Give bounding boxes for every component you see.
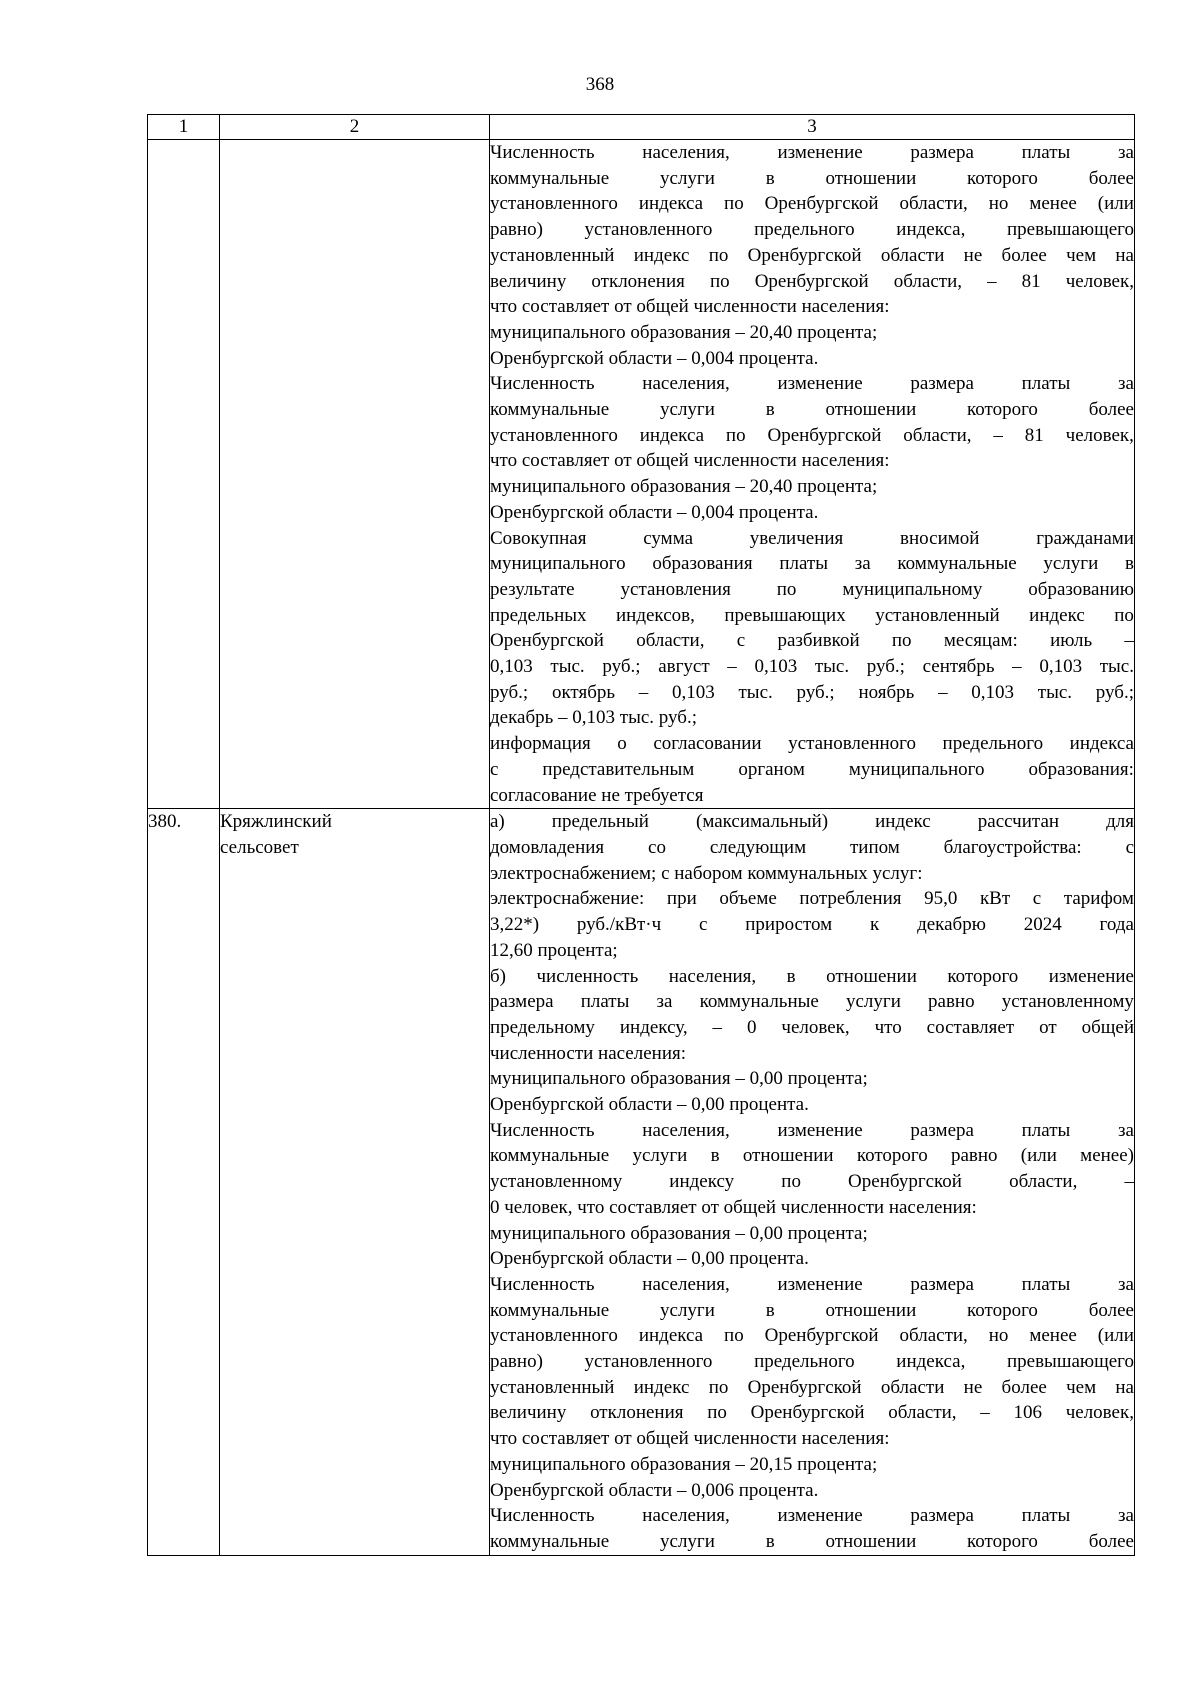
text-line: 0 человек, что составляет от общей численности населения: bbox=[490, 1196, 977, 1218]
text-line: коммунальные услуги в отношении которого более bbox=[490, 399, 1134, 421]
text-line: установленный индекс по Оренбургской области не более чем на bbox=[490, 1376, 1134, 1398]
text-line: Оренбургской области – 0,004 процента. bbox=[490, 501, 819, 523]
text-line: муниципального образования – 20,40 процента; bbox=[490, 321, 878, 343]
text-line: установленному индексу по Оренбургской области, – bbox=[490, 1171, 1134, 1193]
text-line: Оренбургской области – 0,006 процента. bbox=[490, 1479, 819, 1501]
row-number-cell bbox=[148, 140, 220, 809]
text-line: размера платы за коммунальные услуги равно установленному bbox=[490, 991, 1134, 1013]
text-line: муниципального образования – 20,40 процента; bbox=[490, 476, 878, 498]
document-table bbox=[147, 114, 1135, 1556]
text-line: установленного индекса по Оренбургской области, но менее (или bbox=[490, 193, 1134, 215]
text-line: установленного индекса по Оренбургской области, – 81 человек, bbox=[490, 424, 1134, 446]
text-line: электроснабжением; с набором коммунальных услуг: bbox=[490, 862, 923, 884]
page-number: 368 bbox=[585, 74, 615, 95]
text-line: муниципального образования – 0,00 процента; bbox=[490, 1068, 868, 1090]
text-line: равно) установленного предельного индекса, превышающего bbox=[490, 219, 1134, 241]
text-line: коммунальные услуги в отношении которого более bbox=[490, 1299, 1134, 1321]
row-number-cell: 380. bbox=[148, 809, 220, 1555]
text-line: электроснабжение: при объеме потребления 95,0 кВт с тарифом bbox=[490, 888, 1134, 910]
text-line: согласование не требуется bbox=[490, 784, 704, 806]
text-line: величину отклонения по Оренбургской области, – 106 человек, bbox=[490, 1402, 1134, 1424]
text-line: руб.; октябрь – 0,103 тыс. руб.; ноябрь – 0,103 тыс. руб.; bbox=[490, 681, 1134, 703]
text-line: установленного индекса по Оренбургской области, но менее (или bbox=[490, 1325, 1134, 1347]
text-line: 12,60 процента; bbox=[490, 939, 618, 961]
text-line: Оренбургской области, с разбивкой по месяцам: июль – bbox=[490, 630, 1134, 652]
text-line: что составляет от общей численности населения: bbox=[490, 1428, 890, 1450]
table-row bbox=[148, 809, 1135, 1555]
text-line: что составляет от общей численности населения: bbox=[490, 296, 890, 318]
municipality-name-line: сельсовет bbox=[220, 836, 299, 858]
text-line: Оренбургской области – 0,00 процента. bbox=[490, 1248, 809, 1270]
text-line: коммунальные услуги в отношении которого более bbox=[490, 167, 1134, 189]
text-line: результате установления по муниципальному образованию bbox=[490, 578, 1134, 600]
text-line: что составляет от общей численности населения: bbox=[490, 450, 890, 472]
header-col-1: 1 bbox=[148, 115, 220, 140]
table-row bbox=[148, 140, 1135, 809]
text-line: предельных индексов, превышающих установленный индекс по bbox=[490, 604, 1134, 626]
text-line: с представительным органом муниципального образования: bbox=[490, 758, 1134, 780]
row-name-cell bbox=[220, 140, 490, 809]
row-text-cell bbox=[490, 140, 1135, 809]
text-line: численности населения: bbox=[490, 1042, 687, 1064]
text-line: муниципального образования платы за коммунальные услуги в bbox=[490, 553, 1134, 575]
text-line: муниципального образования – 0,00 процента; bbox=[490, 1222, 868, 1244]
text-line: Оренбургской области – 0,00 процента. bbox=[490, 1094, 809, 1116]
header-col-2: 2 bbox=[220, 115, 490, 140]
text-line: Численность населения, изменение размера платы за bbox=[490, 1273, 1134, 1295]
header-col-3: 3 bbox=[490, 115, 1135, 140]
row-name-cell bbox=[220, 809, 490, 1555]
table-header-row bbox=[148, 115, 1135, 140]
text-line: Численность населения, изменение размера платы за bbox=[490, 142, 1134, 163]
text-line: 0,103 тыс. руб.; август – 0,103 тыс. руб.; сентябрь – 0,103 тыс. bbox=[490, 656, 1134, 678]
text-line: муниципального образования – 20,15 процента; bbox=[490, 1453, 878, 1475]
text-line: равно) установленного предельного индекса, превышающего bbox=[490, 1351, 1134, 1373]
text-line: 3,22*) руб./кВт·ч с приростом к декабрю 2024 года bbox=[490, 914, 1134, 936]
text-line: предельному индексу, – 0 человек, что составляет от общей bbox=[490, 1016, 1134, 1038]
text-line: Численность населения, изменение размера платы за bbox=[490, 373, 1134, 395]
text-line: величину отклонения по Оренбургской области, – 81 человек, bbox=[490, 270, 1134, 292]
text-line: установленный индекс по Оренбургской области не более чем на bbox=[490, 244, 1134, 266]
text-line: декабрь – 0,103 тыс. руб.; bbox=[490, 707, 698, 729]
text-line: Численность населения, изменение размера платы за bbox=[490, 1119, 1134, 1141]
text-line: домовладения со следующим типом благоустройства: с bbox=[490, 836, 1134, 858]
text-line: информация о согласовании установленного предельного индекса bbox=[490, 733, 1134, 755]
text-line: б) численность населения, в отношении которого изменение bbox=[490, 965, 1134, 987]
text-line: Совокупная сумма увеличения вносимой гражданами bbox=[490, 527, 1134, 549]
text-line: Оренбургской области – 0,004 процента. bbox=[490, 347, 819, 369]
text-line: коммунальные услуги в отношении которого более bbox=[490, 1530, 1134, 1552]
text-line: Численность населения, изменение размера платы за bbox=[490, 1505, 1134, 1527]
row-text-cell bbox=[490, 809, 1135, 1555]
municipality-name-line: Кряжлинский bbox=[220, 811, 332, 833]
text-line: коммунальные услуги в отношении которого равно (или менее) bbox=[490, 1145, 1134, 1167]
text-line: а) предельный (максимальный) индекс рассчитан для bbox=[490, 811, 1134, 833]
